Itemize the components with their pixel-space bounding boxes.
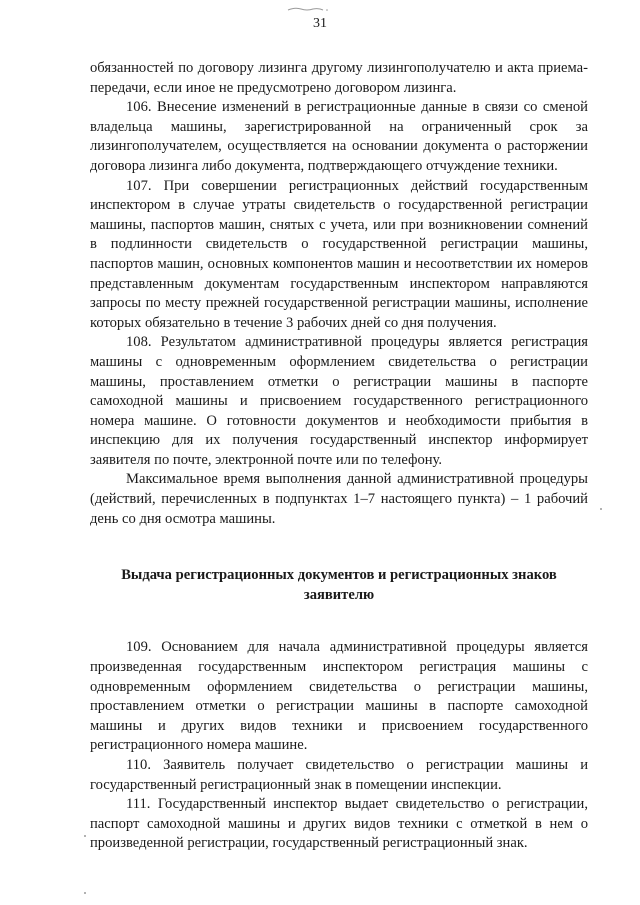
paragraph-111: 111. Государственный инспектор выдает свидетельство о регистрации, паспорт самоходной машины и других видов техники с отметкой в нем о произведенной регистрации, государственный регистрационный знак. — [90, 796, 588, 852]
scan-dot — [84, 835, 86, 837]
paragraph-106: 106. Внесение изменений в регистрационные данные в связи со сменой владельца машины, зарегистрированной на ограниченный срок за лизингополучателем, осуществляется на основании документа о расторжении договора лизинга либо документа, подтверждающего отчуждение техники. — [90, 99, 588, 174]
document-body — [90, 59, 588, 854]
paragraph-107: 107. При совершении регистрационных действий государственным инспектором в случае утраты свидетельств о государственной регистрации машины, паспортов машин, снятых с учета, или при возникновении сомнений в подлинности свидетельств о государственной регистрации машины, паспортов машин, основных компонентов машин и несоответствии их номеров представленным документам государственным инспектором направляются запросы по месту прежней государственной регистрации машины, исполнение которых обязательно в течение 3 рабочих дней со дня получения. — [90, 177, 588, 331]
paragraph-max-time: Максимальное время выполнения данной административной процедуры (действий, перечисленных в подпунктах 1–7 настоящего пункта) – 1 рабочий день со дня осмотра машины. — [90, 471, 588, 527]
paragraph-110: 110. Заявитель получает свидетельство о регистрации машины и государственный регистрационный знак в помещении инспекции. — [90, 757, 588, 793]
scan-artifact — [287, 6, 331, 12]
page-number: 31 — [313, 16, 327, 31]
scan-dot — [84, 892, 86, 894]
scan-dot — [600, 508, 602, 510]
paragraph-109: 109. Основанием для начала административной процедуры является произведенная государственным инспектором регистрация машины с одновременным оформлением свидетельства о регистрации машины, проставлением отметки о регистрации машины в паспорте самоходной машины и других видов техники и присвоением государственного регистрационного номера машине. — [90, 639, 588, 754]
paragraph-continuation: обязанностей по договору лизинга другому лизингополучателю и акта приема-передачи, если иное не предусмотрено договором лизинга. — [90, 60, 588, 96]
paragraph-108: 108. Результатом административной процедуры является регистрация машины с одновременным оформлением свидетельства о регистрации машины, проставлением отметки о регистрации машины в паспорте самоходной машины и присвоением государственного регистрационного номера машине. О готовности документов и необходимости прибытия в инспекцию для их получения государственный инспектор информирует заявителя по почте, электронной почте или по телефону. — [90, 334, 588, 468]
section-heading: Выдача регистрационных документов и регистрационных знаков заявителю — [121, 567, 557, 603]
